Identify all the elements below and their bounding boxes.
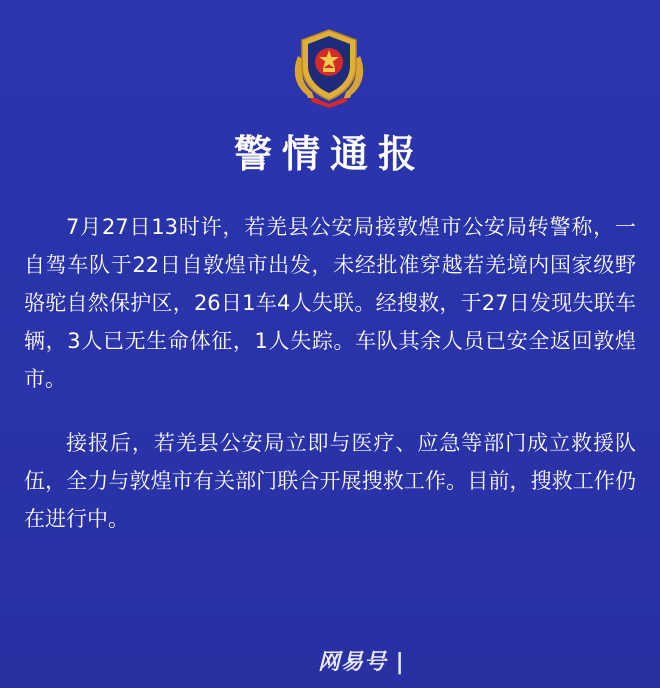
notice-body — [24, 208, 636, 538]
notice-title: 警情通报 — [233, 132, 426, 176]
notice-paragraph: 7月27日13时许，若羌县公安局接敦煌市公安局转警称，一自驾车队于22日自敦煌市出发，未经批准穿越若羌境内国家级野骆驼自然保护区，26日1车4人失联。经搜救，于27日发现失联车辆，3人已无生命体征，1人失踪。车队其余人员已安全返回敦煌市。 — [24, 215, 636, 391]
police-emblem-icon — [284, 26, 374, 110]
notice-paragraph: 接报后，若羌县公安局立即与医疗、应急等部门成立救援队伍，全力与敦煌市有关部门联合开展搜救工作。目前，搜救工作仍在进行中。 — [24, 431, 636, 531]
netease-watermark: 网易号 | — [318, 650, 405, 675]
